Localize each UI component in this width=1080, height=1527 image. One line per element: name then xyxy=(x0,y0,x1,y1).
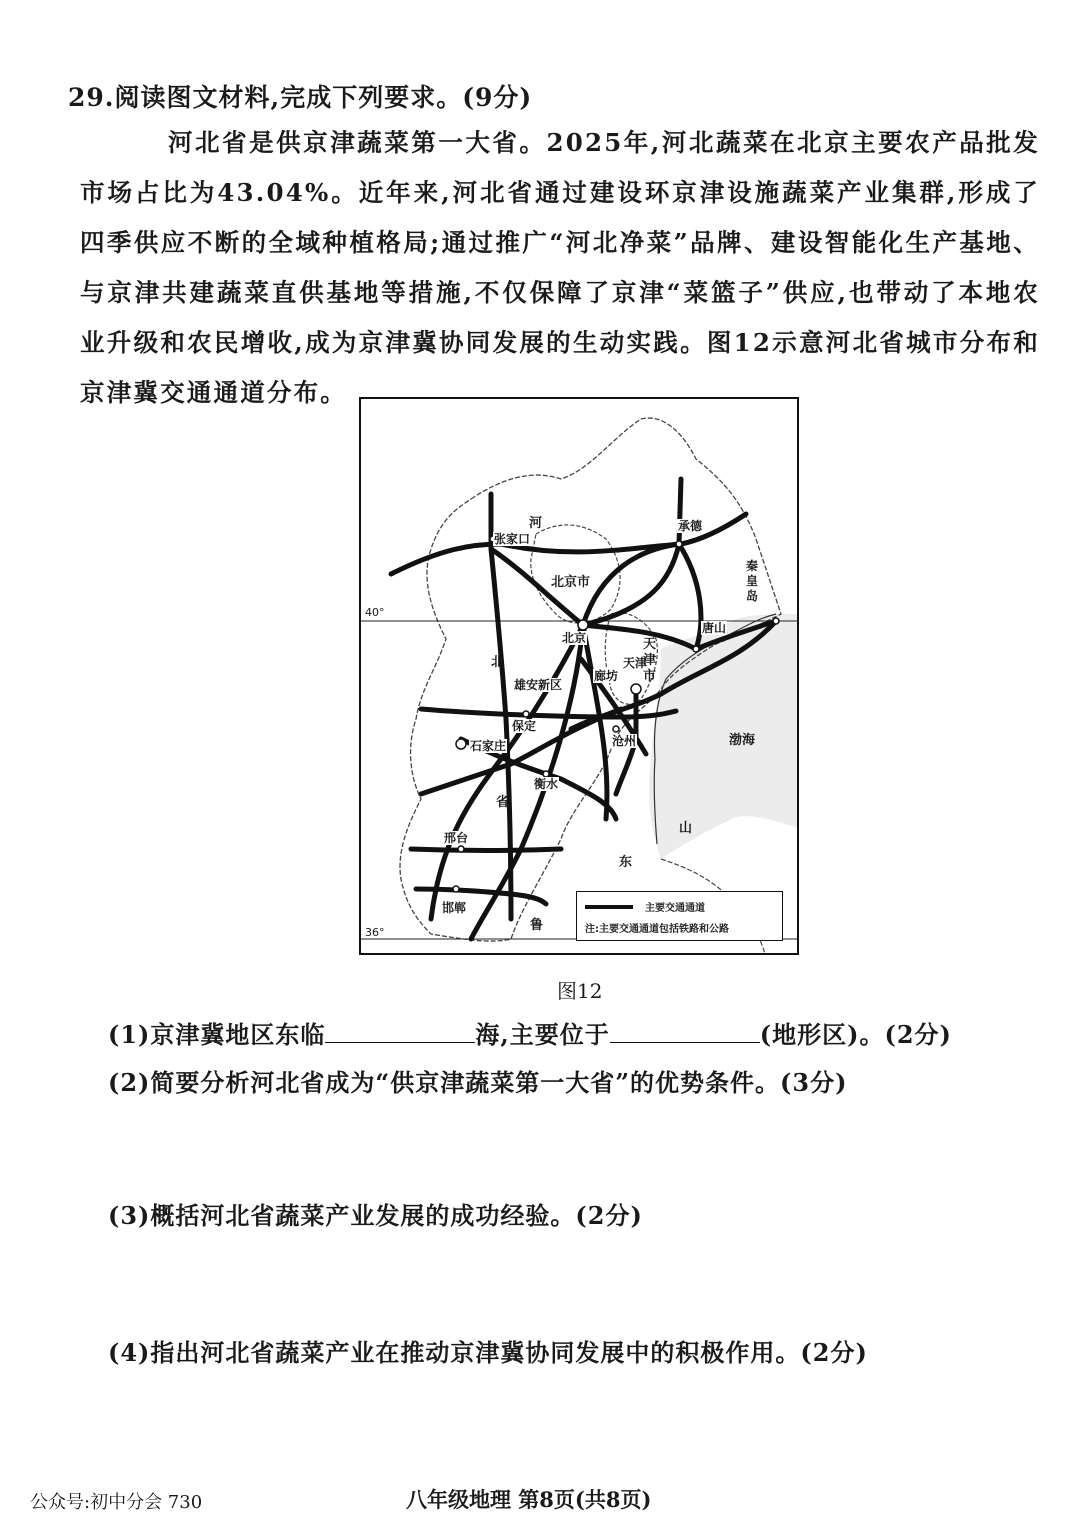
city-label-cangzhou: 沧州 xyxy=(612,734,637,748)
city-label-xiongan: 雄安新区 xyxy=(514,678,563,692)
region-label-beijing: 北京市 xyxy=(551,575,591,590)
city-label-tangshan: 唐山 xyxy=(702,621,727,635)
subquestion-1-part-a: (1)京津冀地区东临 xyxy=(108,1020,326,1049)
latitude-36-label: 36° xyxy=(365,926,385,939)
xingtai-marker xyxy=(458,846,464,852)
city-label-langfang: 廊坊 xyxy=(594,669,619,683)
bohai-sea xyxy=(649,614,799,859)
legend-line-symbol xyxy=(585,905,633,909)
subquestion-1-part-b: 海,主要位于 xyxy=(475,1020,610,1049)
region-label-tianjin: 天津市 xyxy=(643,637,657,684)
baoding-marker xyxy=(523,711,529,717)
footer-page-info: 八年级地理 第8页(共8页) xyxy=(406,1487,652,1512)
map-legend xyxy=(576,891,783,941)
latitude-40-label: 40° xyxy=(365,606,385,619)
region-label-hebei-3: 省 xyxy=(496,795,510,810)
question-paragraph: 河北省是供京津蔬菜第一大省。2025年,河北蔬菜在北京主要农产品批发市场占比为43.04%。近年来,河北省通过建设环京津设施蔬菜产业集群,形成了四季供应不断的全域种植格局;通过推广“河北净菜”品牌、建设智能化生产基地、与京津共建蔬菜直供基地等措施,不仅保障了京津“菜篮子”供应,也带动了本地农业升级和农民增收,成为京津冀协同发展的生动实践。图12示意河北省城市分布和京津冀交通通道分布。 xyxy=(80,128,1040,407)
subquestion-4: (4)指出河北省蔬菜产业在推动京津冀协同发展中的积极作用。(2分) xyxy=(108,1338,868,1367)
tianjin-marker xyxy=(631,684,641,694)
city-label-shijiazhuang: 石家庄 xyxy=(470,739,507,753)
subquestion-2: (2)简要分析河北省成为“供京津蔬菜第一大省”的优势条件。(3分) xyxy=(108,1068,848,1097)
city-label-hengshui: 衡水 xyxy=(534,777,559,791)
region-label-hebei-1: 河 xyxy=(529,516,543,531)
city-label-xingtai: 邢台 xyxy=(444,831,469,845)
map-figure xyxy=(359,397,799,955)
city-label-beijing: 北京 xyxy=(562,631,587,645)
region-label-bohai: 渤海 xyxy=(729,733,756,748)
shijiazhuang-marker xyxy=(456,739,466,749)
city-label-zhangjiakou: 张家口 xyxy=(494,532,531,546)
tangshan-marker xyxy=(693,646,699,652)
subquestion-3: (3)概括河北省蔬菜产业发展的成功经验。(2分) xyxy=(108,1201,643,1230)
handan-marker xyxy=(453,886,459,892)
subquestion-1 xyxy=(108,1015,952,1050)
legend-note: 注:主要交通通道包括铁路和公路 xyxy=(585,924,729,935)
subquestion-1-part-c: (地形区)。(2分) xyxy=(759,1020,952,1049)
legend-label: 主要交通通道 xyxy=(645,903,705,914)
beijing-marker xyxy=(578,620,588,630)
map-graphic xyxy=(361,399,799,955)
city-label-qinhuangdao: 秦皇岛 xyxy=(746,559,759,603)
city-label-handan: 邯郸 xyxy=(442,901,467,915)
city-label-tianjin: 天津 xyxy=(623,656,648,670)
corridor xyxy=(583,544,679,625)
corridor xyxy=(411,849,561,851)
corridor xyxy=(679,544,701,649)
region-label-shandong-2: 东 xyxy=(619,855,633,870)
qinhuangdao-marker xyxy=(773,618,779,624)
region-label-shandong-1: 山 xyxy=(679,821,693,836)
city-label-baoding: 保定 xyxy=(512,719,537,733)
footer-watermark: 公众号:初中分会 730 xyxy=(30,1492,203,1513)
question-title: 29.阅读图文材料,完成下列要求。(9分) xyxy=(68,83,533,112)
answer-blank-sea[interactable] xyxy=(325,1020,475,1043)
region-label-hebei-2: 北 xyxy=(491,655,505,670)
region-label-lu: 鲁 xyxy=(530,918,544,933)
figure-caption: 图12 xyxy=(557,979,603,1003)
chengde-marker xyxy=(676,541,682,547)
answer-blank-landform[interactable] xyxy=(610,1020,760,1043)
cangzhou-marker xyxy=(613,726,619,732)
city-label-chengde: 承德 xyxy=(678,519,703,533)
